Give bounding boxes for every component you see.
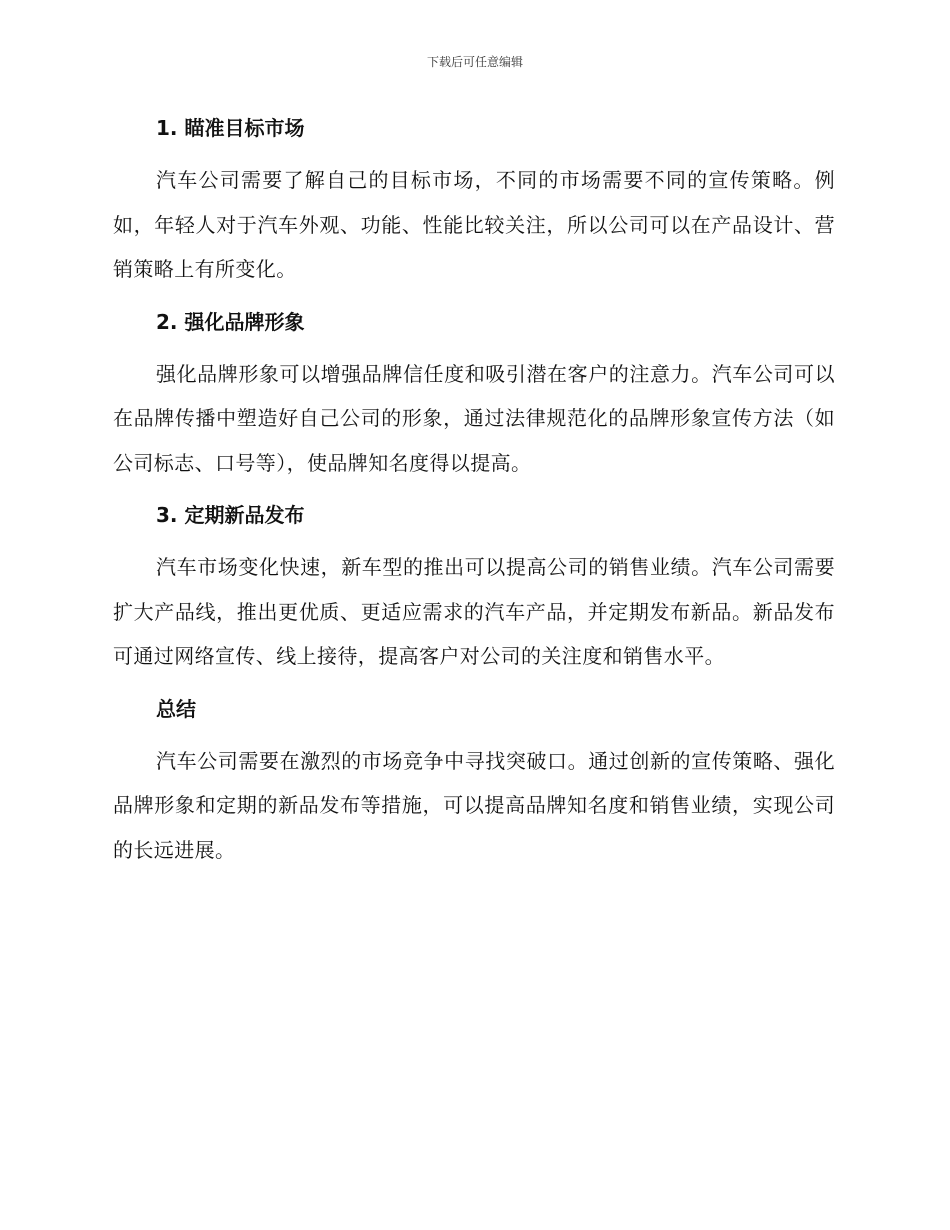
section-heading: 2. 强化品牌形象 xyxy=(156,309,305,334)
section-paragraph: 强化品牌形象可以增强品牌信任度和吸引潜在客户的注意力。汽车公司可以在品牌传播中塑造好自己公司的形象，通过法律规范化的品牌形象宣传方法（如公司标志、口号等），使品牌知名度得以提高。 xyxy=(113,361,835,475)
section-paragraph: 汽车市场变化快速，新车型的推出可以提高公司的销售业绩。汽车公司需要扩大产品线，推出更优质、更适应需求的汽车产品，并定期发布新品。新品发布可通过网络宣传、线上接待，提高客户对公司的关注度和销售水平。 xyxy=(113,555,835,668)
document-body xyxy=(113,110,835,872)
section-paragraph: 汽车公司需要了解自己的目标市场，不同的市场需要不同的宣传策略。例如，年轻人对于汽车外观、功能、性能比较关注，所以公司可以在产品设计、营销策略上有所变化。 xyxy=(113,168,835,281)
header-note: 下载后可任意编辑 xyxy=(426,55,523,69)
section-summary xyxy=(113,691,835,873)
section-product-launch xyxy=(113,497,835,691)
section-heading: 总结 xyxy=(156,696,196,721)
section-paragraph: 汽车公司需要在激烈的市场竞争中寻找突破口。通过创新的宣传策略、强化品牌形象和定期的新品发布等措施，可以提高品牌知名度和销售业绩，实现公司的长远进展。 xyxy=(113,748,835,862)
section-target-market xyxy=(113,110,835,304)
section-heading: 3. 定期新品发布 xyxy=(156,503,305,527)
section-heading: 1. 瞄准目标市场 xyxy=(156,116,305,140)
section-brand-image xyxy=(113,304,835,498)
